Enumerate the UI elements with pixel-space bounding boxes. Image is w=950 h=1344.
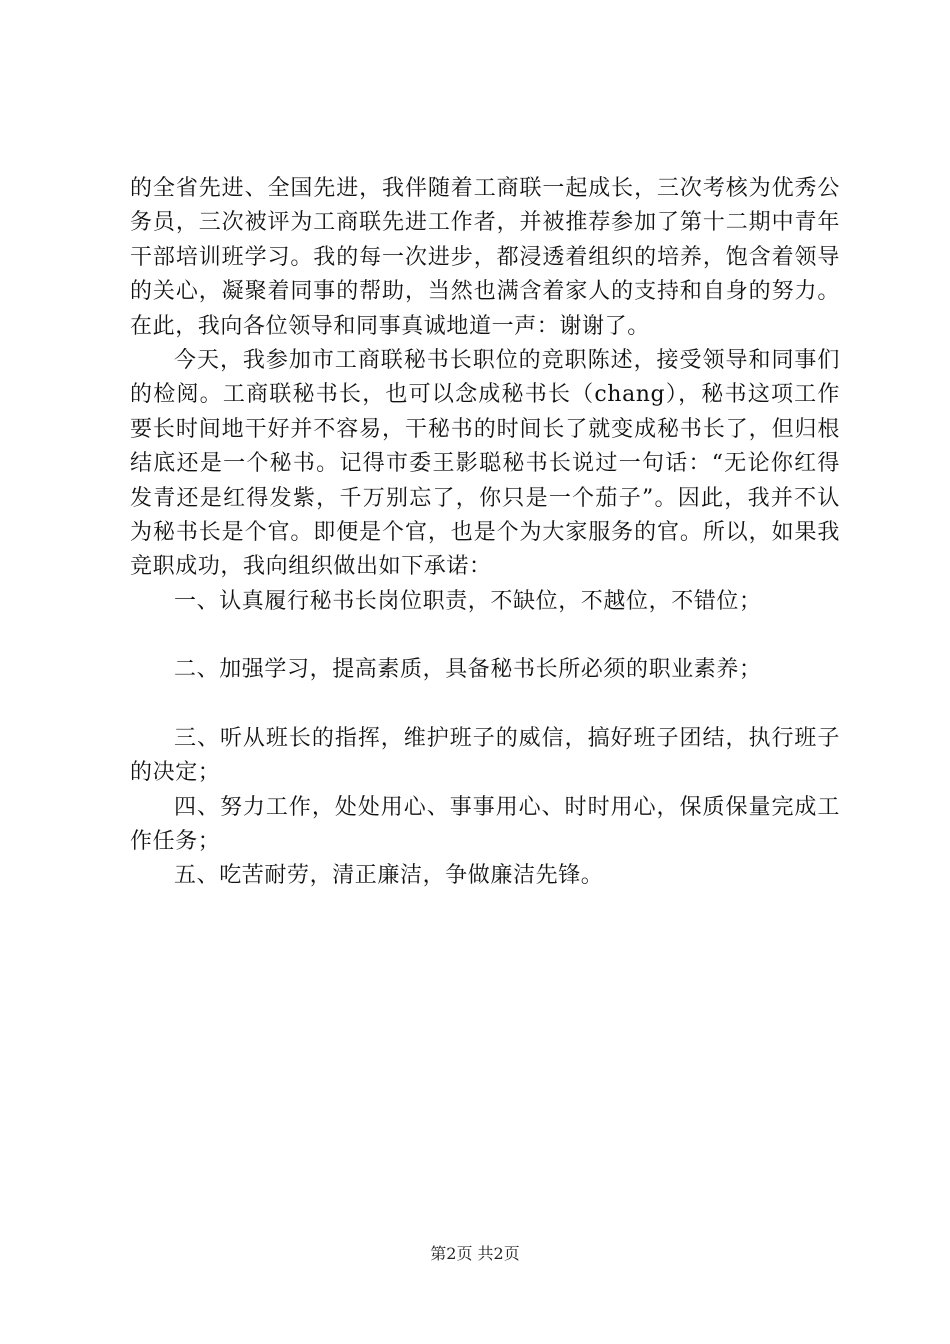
paragraph-continued: 的全省先进、全国先进，我伴随着工商联一起成长，三次考核为优秀公务员，三次被评为工商联先进工作者，并被推荐参加了第十二期中青年干部培训班学习。我的每一次进步，都浸透着组织的培养，饱含着领导的关心，凝聚着同事的帮助，当然也满含着家人的支持和自身的努力。在此，我向各位领导和同事真诚地道一声：谢谢了。: [130, 176, 840, 339]
pledge-item-3: 三、听从班长的指挥，维护班子的威信，搞好班子团结，执行班子的决定；: [130, 725, 840, 786]
document-body: [130, 172, 840, 894]
pledge-item-5: 五、吃苦耐劳，清正廉洁，争做廉洁先锋。: [174, 863, 604, 889]
paragraph-statement: 今天，我参加市工商联秘书长职位的竞职陈述，接受领导和同事们的检阅。工商联秘书长，也可以念成秘书长（chang），秘书这项工作要长时间地干好并不容易，干秘书的时间长了就变成秘书长了，但归根结底还是一个秘书。记得市委王影聪秘书长说过一句话：“无论你红得发青还是红得发紫，千万别忘了，你只是一个茄子”。因此，我并不认为秘书长是个官。即便是个官，也是个为大家服务的官。所以，如果我竞职成功，我向组织做出如下承诺：: [130, 348, 840, 580]
page-footer: 第2页 共2页: [430, 1244, 520, 1263]
pledge-item-1: 一、认真履行秘书长岗位职责，不缺位，不越位，不错位；: [174, 588, 762, 614]
pledge-item-4: 四、努力工作，处处用心、事事用心、时时用心，保质保量完成工作任务；: [130, 794, 840, 854]
pledge-item-2: 二、加强学习，提高素质，具备秘书长所必须的职业素养；: [174, 657, 762, 683]
